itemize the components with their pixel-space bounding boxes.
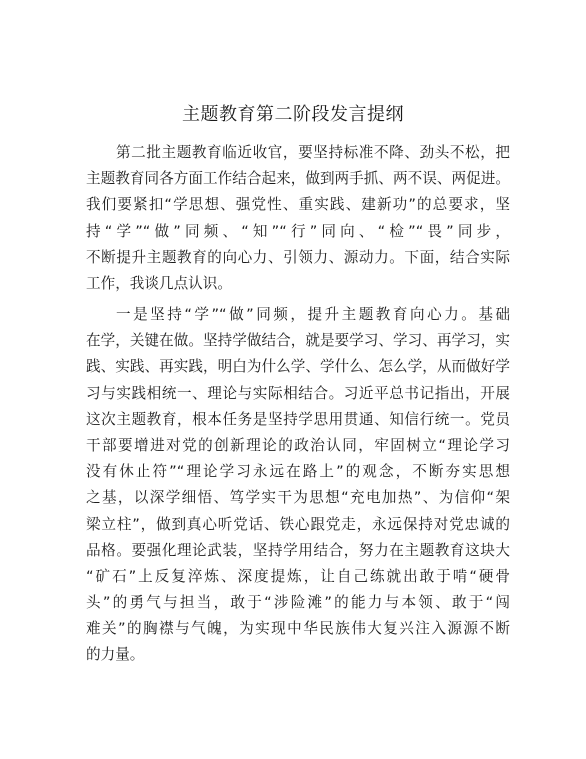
text-line: 品格。要强化理论武装，坚持学用结合，努力在主题教育这块大 [86,541,510,559]
text-line: 主题教育同各方面工作结合起来，做到两手抓、两不误、两促进。 [86,170,510,188]
text-line: 践、实践、再实践，明白为什么学、学什么、怎么学，从而做好学 [86,358,510,376]
text-line: 干部要增进对党的创新理论的政治认同，牢固树立“理论学习 [86,436,510,454]
text-line: 持“学”“做”同频、“知”“行”同向、“检”“畏”同步， [86,222,510,240]
text-line: 没有休止符”“理论学习永远在路上”的观念，不断夯实思想 [86,463,510,481]
text-line: 工作，我谈几点认识。 [86,274,232,292]
paragraph-point-one [86,302,510,669]
text-line: 一是坚持“学”“做”同频，提升主题教育向心力。基础 [116,306,510,323]
paragraph-intro [86,140,510,297]
text-line: 这次主题教育，根本任务是坚持学思用贯通、知信行统一。党员 [86,410,510,428]
document-title: 主题教育第二阶段发言提纲 [182,104,404,125]
text-line: 习与实践相统一、理论与实际相结合。习近平总书记指出，开展 [86,384,510,402]
text-line: 的力量。 [86,646,145,664]
text-line: 梁立柱”，做到真心听党话、铁心跟党走，永远保持对党忠诚的 [86,515,510,533]
text-line: 之基，以深学细悟、笃学实干为思想“充电加热”、为信仰“架 [86,489,510,507]
text-line: 我们要紧扣“学思想、强党性、重实践、建新功”的总要求，坚 [86,196,510,214]
text-line: 第二批主题教育临近收官，要坚持标准不降、劲头不松，把 [116,144,510,161]
text-line: 头”的勇气与担当，敢于“涉险滩”的能力与本领、敢于“闯 [86,594,510,612]
text-line: 不断提升主题教育的向心力、引领力、源动力。下面，结合实际 [86,248,510,266]
text-line: “矿石”上反复淬炼、深度提炼，让自己练就出敢于啃“硬骨 [86,567,510,585]
text-line: 在学，关键在做。坚持学做结合，就是要学习、学习、再学习，实 [86,332,510,350]
text-line: 难关”的胸襟与气魄，为实现中华民族伟大复兴注入源源不断 [86,620,510,638]
